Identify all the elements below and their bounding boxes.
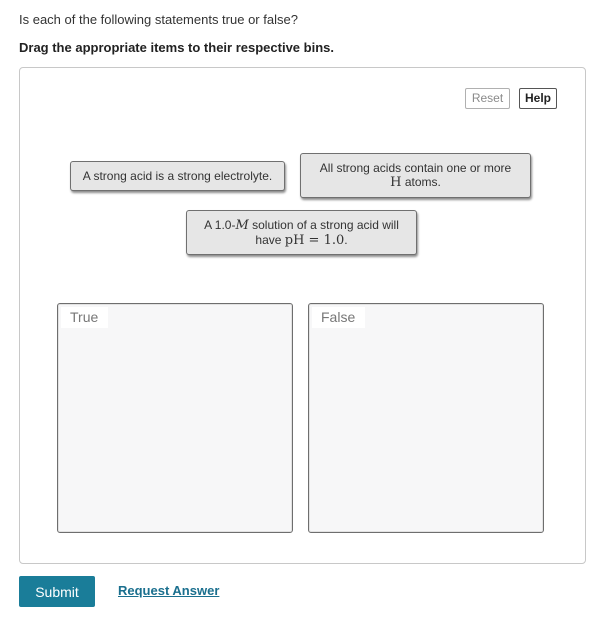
item-text: A 1.0- <box>204 217 236 232</box>
question-text: Is each of the following statements true or false? <box>19 12 298 27</box>
instruction-text: Drag the appropriate items to their respective bins. <box>19 40 334 55</box>
bin-label-true: True <box>61 307 108 328</box>
item-text: have <box>255 232 285 247</box>
bin-false[interactable] <box>308 303 544 533</box>
draggable-item-ph-one[interactable] <box>186 210 417 255</box>
bin-label-false: False <box>312 307 365 328</box>
item-text: solution of a strong acid will <box>248 217 399 232</box>
item-text: atoms. <box>401 175 441 189</box>
drag-drop-workspace <box>19 67 586 564</box>
request-answer-link[interactable]: Request Answer <box>118 583 220 598</box>
help-button[interactable]: Help <box>519 88 557 109</box>
item-text-line2 <box>255 233 347 248</box>
item-text-line1 <box>204 218 399 233</box>
submit-button[interactable]: Submit <box>19 576 95 607</box>
item-text: . <box>344 232 348 247</box>
draggable-item-strong-electrolyte[interactable] <box>70 161 285 191</box>
draggable-item-contain-h-atoms[interactable] <box>300 153 531 198</box>
bin-true[interactable] <box>57 303 293 533</box>
math-symbol-h: H <box>390 175 402 190</box>
math-symbol-m: M <box>235 217 249 233</box>
item-text: All strong acids contain one or more <box>319 161 512 175</box>
item-text: A strong acid is a strong electrolyte. <box>82 169 273 183</box>
item-text-line2 <box>390 175 441 190</box>
reset-button[interactable]: Reset <box>465 88 510 109</box>
math-ph-expression: pH = 1.0 <box>284 232 345 248</box>
